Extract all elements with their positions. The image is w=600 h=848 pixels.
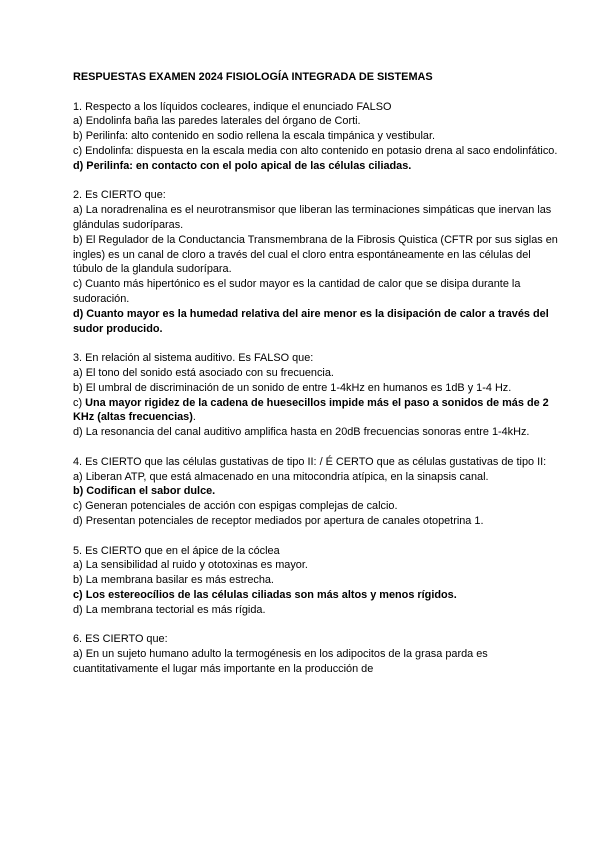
option-prefix: c) [73,396,86,409]
correct-answer-option: c) Los estereocílios de las células ciliadas son más altos y menos rígidos. [73,588,457,601]
answer-option: d) La membrana tectorial es más rígida. [73,603,266,616]
answer-option: a) La noradrenalina es el neurotransmisor que liberan las terminaciones simpáticas que inervan las glándulas sudoríparas. [73,204,552,231]
question-6 [73,632,560,676]
answer-option: b) Perilinfa: alto contenido en sodio rellena la escala timpánica y vestibular. [73,130,436,143]
answer-option: a) Liberan ATP, que está almacenado en una mitocondria atípica, en la sinapsis canal. [73,470,489,483]
question-stem: 5. Es CIERTO que en el ápice de la cóclea [73,544,280,557]
question-3 [73,351,560,440]
correct-answer-option: d) Perilinfa: en contacto con el polo apical de las células ciliadas. [73,159,412,172]
question-stem: 1. Respecto a los líquidos cocleares, indique el enunciado FALSO [73,100,392,113]
document-title: RESPUESTAS EXAMEN 2024 FISIOLOGÍA INTEGRADA DE SISTEMAS [73,71,433,83]
question-2 [73,188,560,336]
answer-option: a) La sensibilidad al ruido y ototoxinas es mayor. [73,559,308,572]
correct-answer-option: d) Cuanto mayor es la humedad relativa del aire menor es la disipación de calor a través del sudor producido. [73,307,549,335]
answer-option: d) La resonancia del canal auditivo amplifica hasta en 20dB frecuencias sonoras entre 1-4kHz. [73,426,530,439]
question-4 [73,455,560,529]
answer-option: a) El tono del sonido está asociado con su frecuencia. [73,366,334,379]
question-stem: 4. Es CIERTO que las células gustativas de tipo II: / É CERTO que as células gustativas de tipo II: [73,455,547,468]
answer-option: b) La membrana basilar es más estrecha. [73,574,274,587]
answer-option: b) El umbral de discriminación de un sonido de entre 1-4kHz en humanos es 1dB y 1-4 Hz. [73,381,512,394]
option-bold-text: Una mayor rigidez de la cadena de huesecillos impide más el paso a sonidos de más de 2 KHz (altas frecuencias) [73,396,549,424]
answer-option: a) Endolinfa baña las paredes laterales del órgano de Corti. [73,115,361,128]
answer-option: d) Presentan potenciales de receptor mediados por apertura de canales otopetrina 1. [73,514,484,527]
question-stem: 3. En relación al sistema auditivo. Es FALSO que: [73,352,314,365]
question-stem: 2. Es CIERTO que: [73,189,166,202]
option-suffix: . [192,411,196,424]
answer-option: c) Endolinfa: dispuesta en la escala media con alto contenido en potasio drena al saco endolinfático. [73,144,558,157]
correct-answer-option [73,396,560,426]
question-stem: 6. ES CIERTO que: [73,633,168,646]
answer-option: c) Cuanto más hipertónico es el sudor mayor es la cantidad de calor que se disipa durante la sudoración. [73,278,521,305]
question-1 [73,100,560,174]
answer-option: b) El Regulador de la Conductancia Transmembrana de la Fibrosis Quistica (CFTR por sus siglas en ingles) es un canal de cloro a través del cual el cloro entra espontáneamente en las células del túbulo de la glandula sudorípara. [73,233,558,276]
correct-answer-option: b) Codifican el sabor dulce. [73,485,216,498]
answer-option: c) Generan potenciales de acción con espigas complejas de calcio. [73,500,398,513]
question-5 [73,544,560,618]
answer-option: a) En un sujeto humano adulto la termogénesis en los adipocitos de la grasa parda es cuantitativamente el lugar más importante en la producción de [73,648,488,675]
